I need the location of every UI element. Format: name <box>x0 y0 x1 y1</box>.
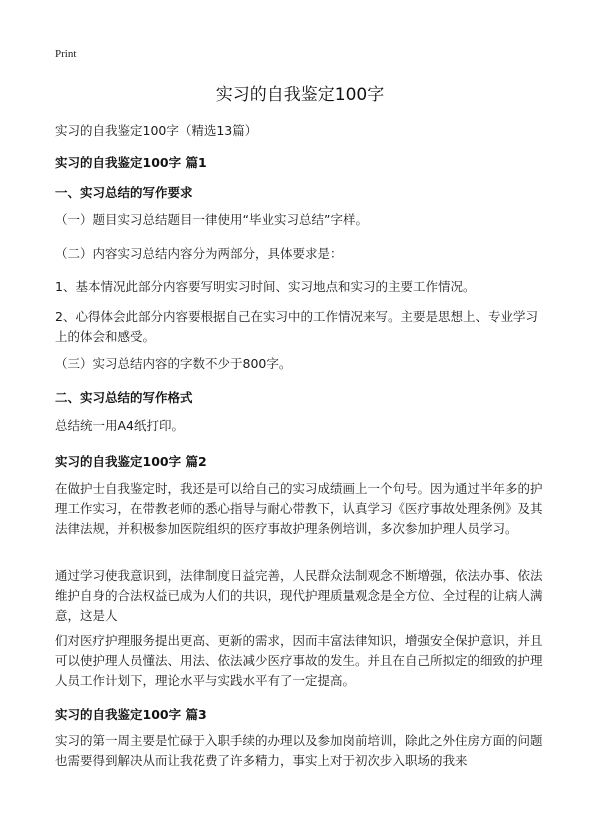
section-2-heading: 实习的自我鉴定100字 篇2 <box>55 454 207 469</box>
section-1-heading: 实习的自我鉴定100字 篇1 <box>55 155 207 170</box>
paragraph: （二）内容实习总结内容分为两部分，具体要求是： <box>55 246 343 261</box>
paragraph: 通过学习使我意识到，法律制度日益完善，人民群众法制观念不断增强，依法办事、依法维护自身的合法权益已成为人们的共识，现代护理质量观念是全方位、全过程的让病人满意，这是人 <box>55 568 543 623</box>
paragraph: 们对医疗护理服务提出更高、更新的需求，因而丰富法律知识，增强安全保护意识，并且可以使护理人员懂法、用法、依法减少医疗事故的发生。并且在自己所拟定的细致的护理人员工作计划下，理论水平与实践水平有了一定提高。 <box>55 633 543 688</box>
paragraph: 在做护士自我鉴定时，我还是可以给自己的实习成绩画上一个句号。因为通过半年多的护理工作实习，在带教老师的悉心指导与耐心带教下，认真学习《医疗事故处理条例》及其法律法规，并积极参加医院组织的医疗事故护理条例培训，多次参加护理人员学习。 <box>55 481 543 536</box>
paragraph: 2、心得体会此部分内容要根据自己在实习中的工作情况来写。主要是思想上、专业学习上的体会和感受。 <box>55 309 538 344</box>
paragraph: 实习的第一周主要是忙碌于入职手续的办理以及参加岗前培训，除此之外住房方面的问题也需要得到解决从而让我花费了许多精力，事实上对于初次步入职场的我来 <box>55 733 543 768</box>
page-title: 实习的自我鉴定100字 <box>215 85 385 105</box>
paragraph: （一）题目实习总结题目一律使用“毕业实习总结”字样。 <box>55 212 368 227</box>
paragraph: （三）实习总结内容的字数不少于800字。 <box>55 356 292 371</box>
print-label[interactable]: Print <box>55 48 77 60</box>
section-1-subheading-format: 二、实习总结的写作格式 <box>55 390 193 405</box>
paragraph: 总结统一用A4纸打印。 <box>55 418 185 433</box>
section-3-heading: 实习的自我鉴定100字 篇3 <box>55 707 207 722</box>
section-1-subheading-requirements: 一、实习总结的写作要求 <box>55 185 193 200</box>
paragraph: 1、基本情况此部分内容要写明实习时间、实习地点和实习的主要工作情况。 <box>55 279 476 294</box>
document-subtitle: 实习的自我鉴定100字（精选13篇） <box>55 123 258 138</box>
